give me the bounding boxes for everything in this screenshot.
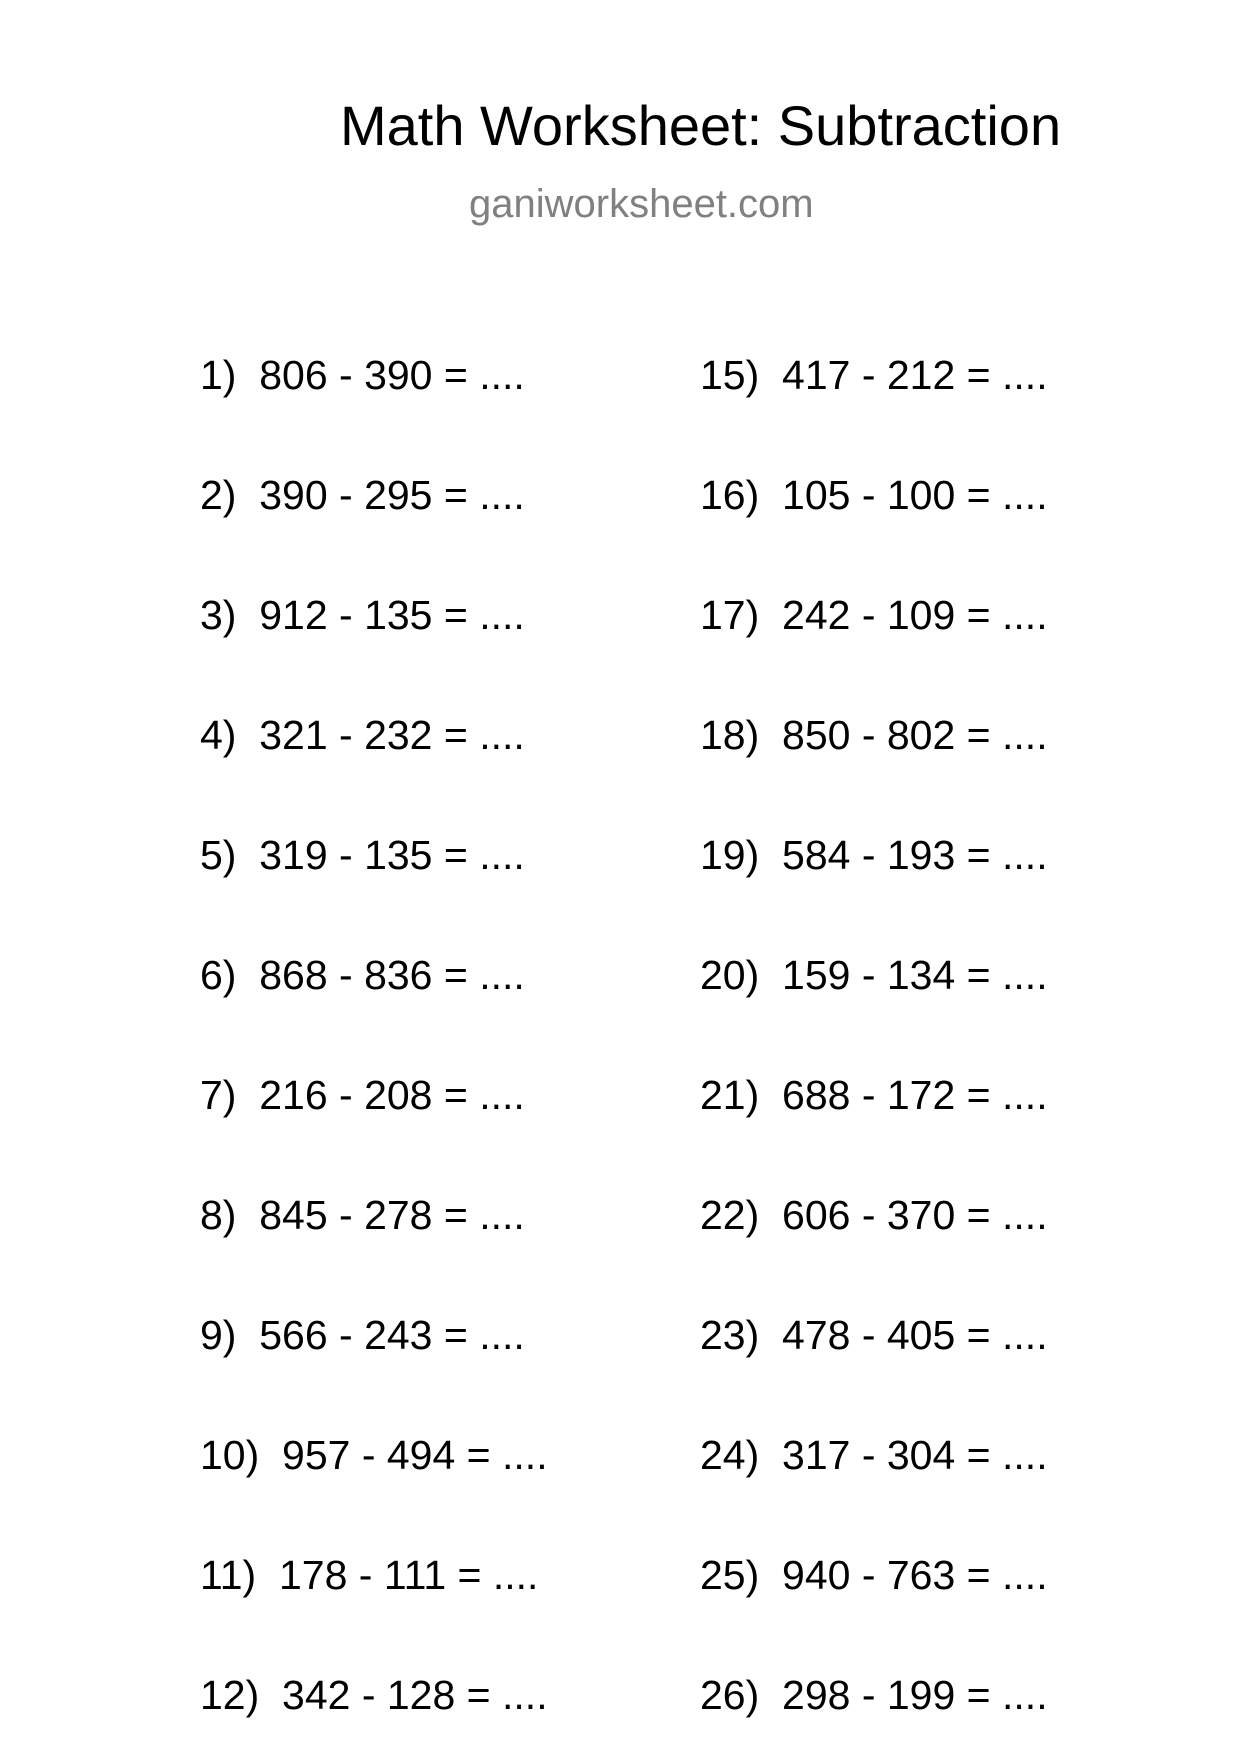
problem-item: 6) 868 - 836 = .... — [200, 952, 525, 998]
problem-item: 24) 317 - 304 = .... — [700, 1432, 1048, 1478]
problem-item: 17) 242 - 109 = .... — [700, 592, 1048, 638]
problem-item: 19) 584 - 193 = .... — [700, 832, 1048, 878]
problem-item: 4) 321 - 232 = .... — [200, 712, 525, 758]
problem-item: 5) 319 - 135 = .... — [200, 832, 525, 878]
problem-item: 20) 159 - 134 = .... — [700, 952, 1048, 998]
worksheet-title: Math Worksheet: Subtraction — [340, 94, 1062, 157]
problem-item: 23) 478 - 405 = .... — [700, 1312, 1048, 1358]
problem-item: 8) 845 - 278 = .... — [200, 1192, 525, 1238]
problem-item: 1) 806 - 390 = .... — [200, 352, 525, 398]
problem-item: 2) 390 - 295 = .... — [200, 472, 525, 518]
problem-item: 18) 850 - 802 = .... — [700, 712, 1048, 758]
problem-item: 10) 957 - 494 = .... — [200, 1432, 548, 1478]
problem-item: 26) 298 - 199 = .... — [700, 1672, 1048, 1718]
problem-item: 11) 178 - 111 = .... — [200, 1552, 539, 1598]
problem-item: 15) 417 - 212 = .... — [700, 352, 1048, 398]
problem-item: 9) 566 - 243 = .... — [200, 1312, 525, 1358]
problem-item: 7) 216 - 208 = .... — [200, 1072, 525, 1118]
problem-item: 22) 606 - 370 = .... — [700, 1192, 1048, 1238]
problem-item: 25) 940 - 763 = .... — [700, 1552, 1048, 1598]
problem-item: 12) 342 - 128 = .... — [200, 1672, 548, 1718]
problem-item: 3) 912 - 135 = .... — [200, 592, 525, 638]
problem-item: 16) 105 - 100 = .... — [700, 472, 1048, 518]
site-url: ganiworksheet.com — [469, 182, 814, 226]
problem-item: 21) 688 - 172 = .... — [700, 1072, 1048, 1118]
